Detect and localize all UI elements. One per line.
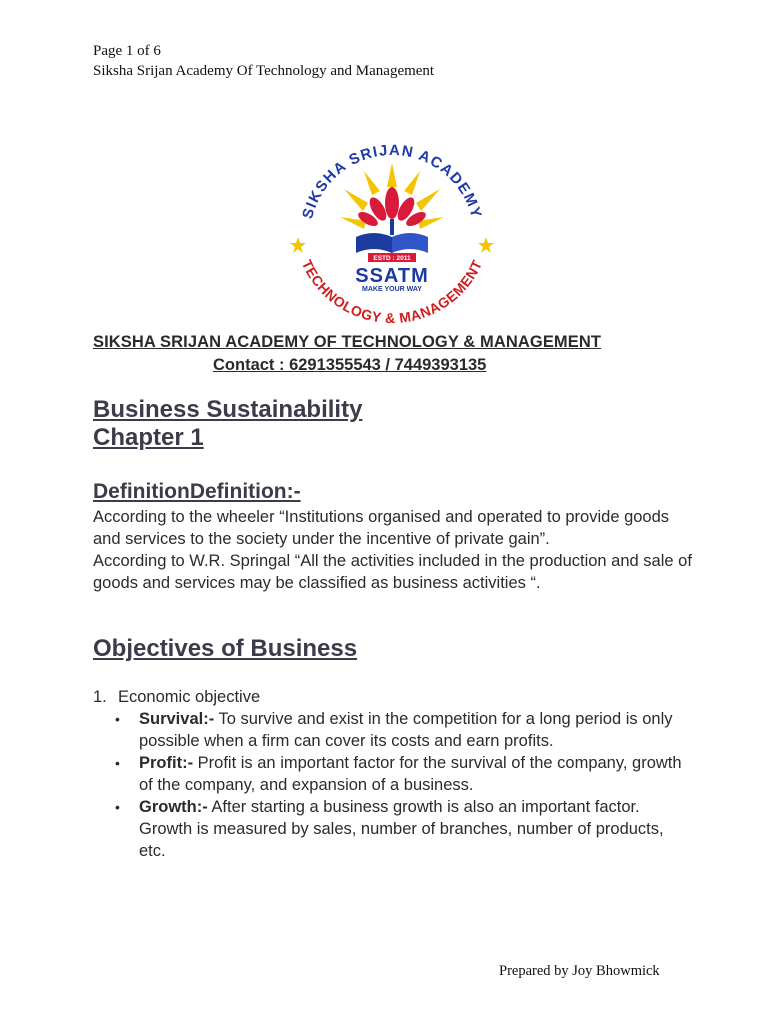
bullet-icon: • [115, 755, 120, 771]
logo-arc-bottom-text: TECHNOLOGY & MANAGEMENT [298, 257, 486, 327]
title-line-2: Chapter 1 [93, 424, 204, 451]
star-right-icon [478, 237, 494, 253]
bullet-icon: • [115, 711, 120, 727]
star-left-icon [290, 237, 306, 253]
bullet-icon: • [115, 799, 120, 815]
page-indicator: Page 1 of 6 [93, 43, 161, 59]
definition-paragraph-2: According to W.R. Springal “All the activities included in the production and sale of goods and services may be classified as business activities “. [93, 552, 692, 592]
list-item-text [139, 708, 683, 752]
logo-graphic [284, 125, 500, 331]
logo-acronym: SSATM [355, 265, 429, 287]
list-item-term: Survival:- [139, 710, 215, 728]
item-label: Economic objective [118, 688, 261, 706]
list-item-description: To survive and exist in the competition for a long period is only possible when a firm can cover its costs and earn profits. [139, 710, 673, 750]
bullet-list [93, 708, 683, 862]
objectives-heading: Objectives of Business [93, 635, 358, 662]
header-institute: Siksha Srijan Academy Of Technology and Management [93, 63, 435, 79]
list-item-text [139, 796, 683, 862]
lotus-icon [356, 187, 428, 235]
institute-logo [284, 125, 500, 331]
page-header [93, 41, 434, 81]
list-item-text [139, 752, 683, 796]
list-item [93, 752, 683, 796]
footer-prepared-by: Prepared by Joy Bhowmick [499, 963, 660, 979]
list-item-description: After starting a business growth is also an important factor. Growth is measured by sales, number of branches, number of products, etc. [139, 798, 664, 860]
list-item-description: Profit is an important factor for the survival of the company, growth of the company, and expansion of a business. [139, 754, 682, 794]
logo-estd: ESTD : 2011 [373, 255, 411, 262]
logo-tagline: MAKE YOUR WAY [362, 286, 422, 293]
contact-line: Contact : 6291355543 / 7449393135 [213, 356, 487, 374]
document-title [93, 396, 362, 452]
list-item [93, 796, 683, 862]
list-item-term: Growth:- [139, 798, 208, 816]
logo-arc-top-text: SIKSHA SRIJAN ACADEMY [299, 141, 485, 221]
item-number: 1. [93, 688, 107, 706]
definition-paragraph-1: According to the wheeler “Institutions organised and operated to provide goods and services to the society under the incentive of private gain”. [93, 508, 670, 548]
list-item [93, 708, 683, 752]
title-line-1: Business Sustainability [93, 396, 363, 423]
definition-heading: DefinitionDefinition:- [93, 480, 301, 503]
definition-body [93, 506, 693, 594]
institute-name: SIKSHA SRIJAN ACADEMY OF TECHNOLOGY & MANAGEMENT [93, 333, 602, 351]
numbered-item [93, 686, 683, 708]
objectives-list [93, 686, 683, 862]
open-book-icon [356, 233, 428, 253]
list-item-term: Profit:- [139, 754, 194, 772]
